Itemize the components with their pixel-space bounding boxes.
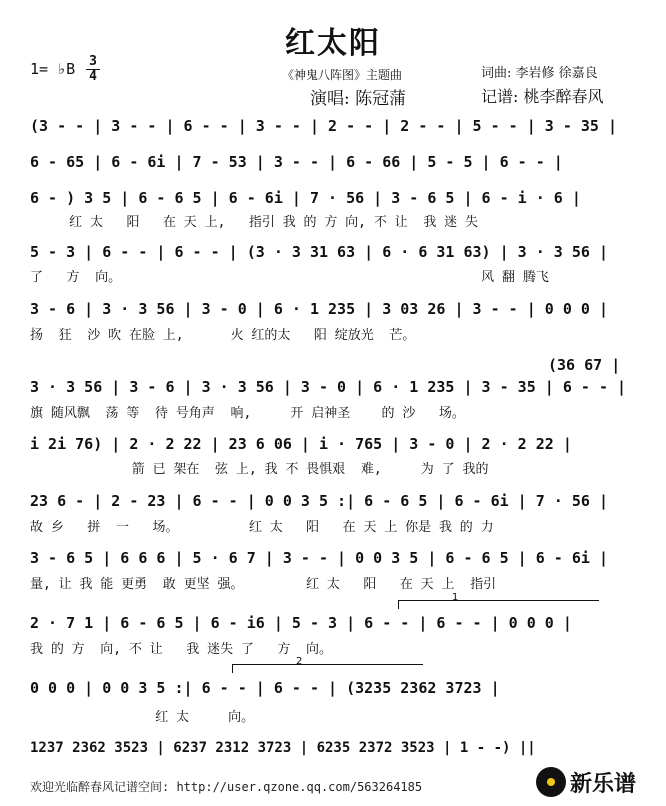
lyric-line-4: 了 方 向。 风 翻 腾飞 <box>30 270 549 285</box>
score-line-8: i 2i 76) | 2 · 2 22 | 23 6 06 | i · 765 | 3 - 0 | 2 · 2 22 | <box>30 435 572 453</box>
page-title: 红太阳 <box>285 26 381 61</box>
score-line-3: 6 - ) 3 5 | 6 - 6 5 | 6 - 6i | 7 · 56 | 3 - 6 5 | 6 - i · 6 | <box>30 189 581 207</box>
lyric-line-5: 扬 狂 沙 吹 在脸 上, 火 红的太 阳 绽放光 芒。 <box>30 328 416 343</box>
volta-first-label: 1 <box>452 592 459 603</box>
score-line-10: 3 - 6 5 | 6 6 6 | 5 · 6 7 | 3 - - | 0 0 3 5 | 6 - 6 5 | 6 - 6i | <box>30 549 608 567</box>
score-line-11: 2 · 7 1 | 6 - 6 5 | 6 - i6 | 5 - 3 | 6 - - | 6 - - | 0 0 0 | <box>30 614 572 632</box>
site-logo <box>536 764 662 800</box>
transcriber: 记谱: 桃李醉春风 <box>481 87 604 106</box>
score-line-7: 3 · 3 56 | 3 - 6 | 3 · 3 56 | 3 - 0 | 6 · 1 235 | 3 - 35 | 6 - - | <box>30 378 627 396</box>
volta-second-label: 2 <box>296 656 303 667</box>
lyric-line-8: 箭 已 架在 弦 上, 我 不 畏惧艰 难, 为 了 我的 <box>30 462 489 477</box>
lyric-line-3: 红 太 阳 在 天 上, 指引 我 的 方 向, 不 让 我 迷 失 <box>30 215 478 230</box>
lyric-line-9: 故 乡 拼 一 场。 红 太 阳 在 天 上 你是 我 的 力 <box>30 520 494 535</box>
score-line-5: 3 - 6 | 3 · 3 56 | 3 - 0 | 6 · 1 235 | 3 03 26 | 3 - - | 0 0 0 | <box>30 300 608 318</box>
time-denominator: 4 <box>89 69 97 84</box>
lyric-line-10: 量, 让 我 能 更勇 敢 更坚 强。 红 太 阳 在 天 上 指引 <box>30 577 497 592</box>
time-numerator: 3 <box>86 55 100 70</box>
lyric-line-11: 我 的 方 向, 不 让 我 迷失 了 方 向。 <box>30 642 333 657</box>
score-line-9: 23 6 - | 2 - 23 | 6 - - | 0 0 3 5 :| 6 - 6 5 | 6 - 6i | 7 · 56 | <box>30 492 608 510</box>
lyric-line-12: 红 太 向。 <box>30 710 255 725</box>
score-line-6: (36 67 | <box>548 356 621 374</box>
lyric-line-7: 旗 随风飘 荡 等 待 号角声 响, 开 启神圣 的 沙 场。 <box>30 406 465 421</box>
subtitle: 《神鬼八阵图》主题曲 <box>282 68 403 82</box>
singer: 演唱: 陈冠蒲 <box>310 89 407 109</box>
footer-text: 欢迎光临醉春风记谱空间: http://user.qzone.qq.com/563264185 <box>30 780 423 794</box>
music-disc-icon <box>536 767 566 797</box>
volta-first-bracket <box>398 600 599 609</box>
score-line-2: 6 - 65 | 6 - 6i | 7 - 53 | 3 - - | 6 - 66 | 5 - 5 | 6 - - | <box>30 153 563 171</box>
lyricist-composer: 词曲: 李岩修 徐嘉良 <box>481 66 598 81</box>
score-line-1: (3 - - | 3 - - | 6 - - | 3 - - | 2 - - | 2 - - | 5 - - | 3 - 35 | <box>30 117 617 135</box>
key-signature: 1= ♭B <box>30 60 76 78</box>
logo-text: 新乐谱 <box>570 771 637 797</box>
score-line-12: 0 0 0 | 0 0 3 5 :| 6 - - | 6 - - | (3235 2362 3723 | <box>30 679 500 697</box>
volta-second-bracket <box>232 664 423 673</box>
score-line-4: 5 - 3 | 6 - - | 6 - - | (3 · 3 31 63 | 6 · 6 31 63) | 3 · 3 56 | <box>30 243 608 261</box>
time-signature <box>86 55 100 84</box>
score-line-13: 1237 2362 3523 | 6237 2312 3723 | 6235 2372 3523 | 1 - -) || <box>30 740 536 756</box>
